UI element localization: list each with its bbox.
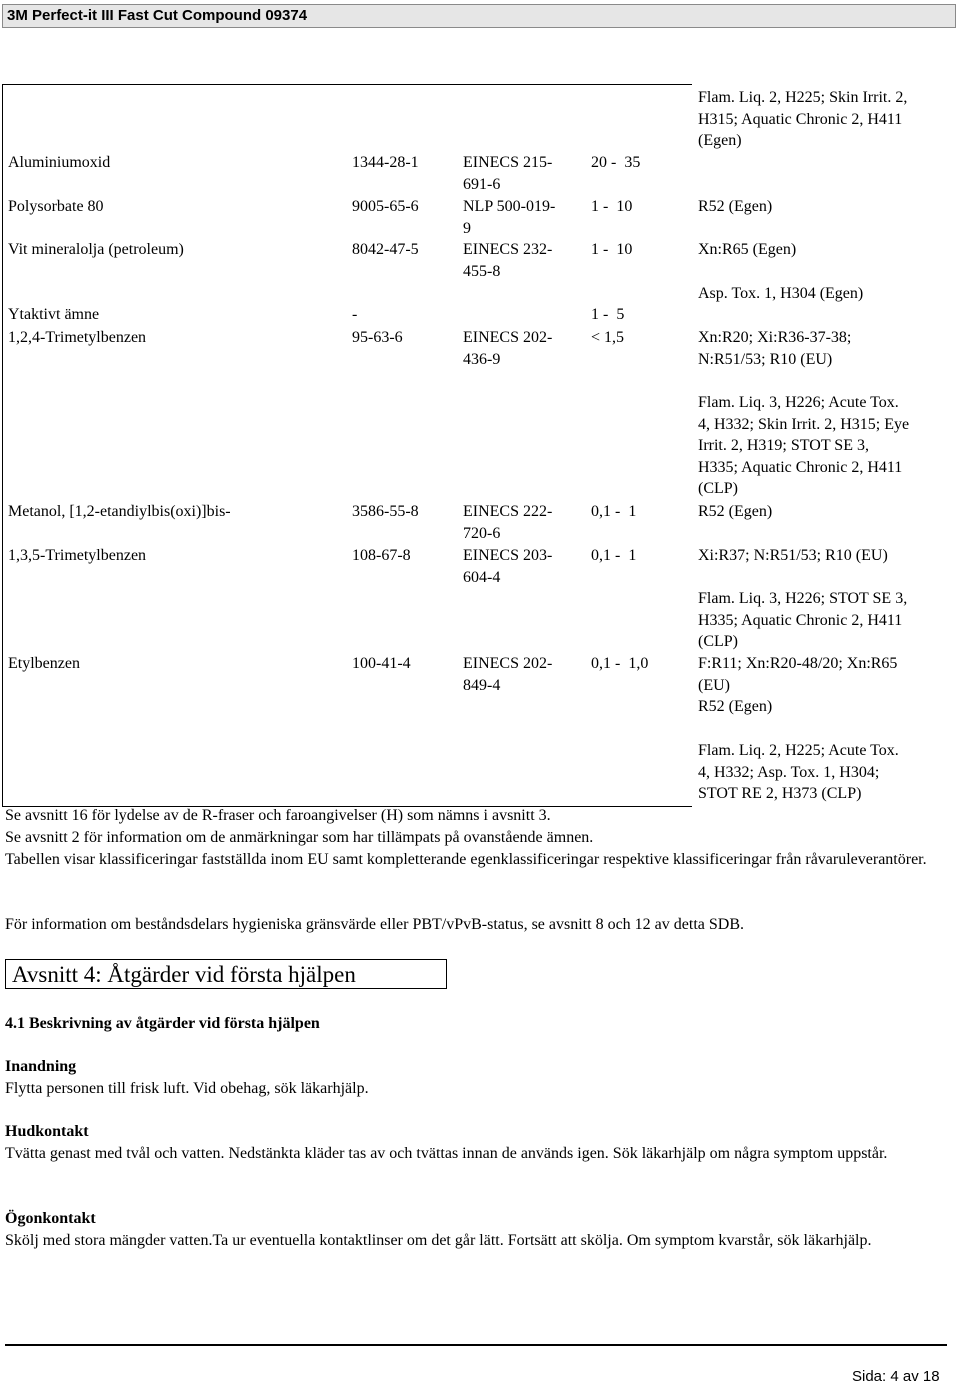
classification-top: Flam. Liq. 2, H225; Skin Irrit. 2, H315; Aquatic Chronic 2, H411 (Egen) (698, 89, 908, 149)
ingredient-name: Vit mineralolja (petroleum) (8, 241, 184, 258)
ingredient-name: Aluminiumoxid (8, 154, 111, 171)
section-title: Avsnitt 4: Åtgärder vid första hjälpen (12, 962, 356, 987)
cas-number: - (352, 306, 358, 323)
note-r-phrases: Se avsnitt 16 för lydelse av de R-fraser och faroangivelser (H) som nämns i avsnitt 3. (5, 807, 551, 824)
concentration: 1 - 10 (591, 198, 633, 215)
ec-number: NLP 500-019- (463, 198, 556, 215)
document-header (2, 4, 956, 28)
ec-number: 691-6 (463, 176, 501, 193)
section-heading-box (5, 959, 447, 989)
classification: Xi:R37; N:R51/53; R10 (EU) (698, 547, 888, 564)
ec-number: EINECS 222- (463, 503, 553, 520)
ec-number: 720-6 (463, 525, 501, 542)
ec-number: 849-4 (463, 677, 501, 694)
eye-contact-text: Skölj med stora mängder vatten.Ta ur eventuella kontaktlinser om det går lätt. Fortsätt att skölja. Om symptom kvarstår, sök läkarhjälp. (5, 1232, 872, 1249)
classification: F:R11; Xn:R20-48/20; Xn:R65 (EU) R52 (Egen) (698, 655, 898, 715)
footer-divider (5, 1344, 947, 1346)
note-classifications: Tabellen visar klassificeringar fastställda inom EU samt kompletterande egenklassificeringar respektive klassificeringar från råvaruleverantörer. (5, 851, 927, 868)
note-annotations: Se avsnitt 2 för information om de anmärkningar som har tillämpats på ovanstående ämnen. (5, 829, 594, 846)
cas-number: 3586-55-8 (352, 503, 419, 520)
ingredient-name: Polysorbate 80 (8, 198, 104, 215)
skin-contact-heading: Hudkontakt (5, 1123, 89, 1140)
classification: R52 (Egen) (698, 198, 773, 215)
ec-number: 455-8 (463, 263, 501, 280)
classification: R52 (Egen) (698, 503, 773, 520)
ec-number: EINECS 215- (463, 154, 553, 171)
concentration: < 1,5 (591, 329, 625, 346)
ec-number: EINECS 203- (463, 547, 553, 564)
classification: Xn:R65 (Egen) (698, 241, 797, 258)
ec-number: EINECS 202- (463, 329, 553, 346)
classification: Xn:R20; Xi:R36-37-38; N:R51/53; R10 (EU) (698, 329, 852, 368)
note-exposure-limits: För information om beståndsdelars hygieniska gränsvärde eller PBT/vPvB-status, se avsnitt 8 och 12 av detta SDB. (5, 916, 744, 933)
ingredients-table-border (2, 84, 692, 807)
cas-number: 100-41-4 (352, 655, 411, 672)
cas-number: 95-63-6 (352, 329, 403, 346)
document-title: 3M Perfect-it III Fast Cut Compound 09374 (7, 7, 308, 24)
ec-number: EINECS 202- (463, 655, 553, 672)
cas-number: 1344-28-1 (352, 154, 419, 171)
ingredient-name: 1,2,4-Trimetylbenzen (8, 329, 147, 346)
ec-number: 436-9 (463, 351, 501, 368)
concentration: 20 - 35 (591, 154, 641, 171)
concentration: 0,1 - 1,0 (591, 655, 649, 672)
classification: Asp. Tox. 1, H304 (Egen) (698, 285, 864, 302)
page-number: Sida: 4 av 18 (852, 1368, 940, 1385)
inhalation-text: Flytta personen till frisk luft. Vid obehag, sök läkarhjälp. (5, 1080, 369, 1097)
cas-number: 8042-47-5 (352, 241, 419, 258)
ingredient-name: Etylbenzen (8, 655, 80, 672)
ec-number: 604-4 (463, 569, 501, 586)
inhalation-heading: Inandning (5, 1058, 77, 1075)
concentration: 1 - 10 (591, 241, 633, 258)
ingredient-name: 1,3,5-Trimetylbenzen (8, 547, 147, 564)
cas-number: 108-67-8 (352, 547, 411, 564)
ec-number: 9 (463, 220, 471, 237)
concentration: 1 - 5 (591, 306, 625, 323)
ingredient-name: Ytaktivt ämne (8, 306, 100, 323)
eye-contact-heading: Ögonkontakt (5, 1210, 96, 1227)
concentration: 0,1 - 1 (591, 547, 637, 564)
classification-clp: Flam. Liq. 3, H226; STOT SE 3, H335; Aquatic Chronic 2, H411 (CLP) (698, 590, 908, 650)
subsection-title: 4.1 Beskrivning av åtgärder vid första hjälpen (5, 1015, 320, 1032)
skin-contact-text: Tvätta genast med tvål och vatten. Nedstänkta kläder tas av och tvättas innan de används igen. Sök läkarhjälp om några symptom uppstår. (5, 1145, 888, 1162)
concentration: 0,1 - 1 (591, 503, 637, 520)
cas-number: 9005-65-6 (352, 198, 419, 215)
classification-clp: Flam. Liq. 2, H225; Acute Tox. 4, H332; Asp. Tox. 1, H304; STOT RE 2, H373 (CLP) (698, 742, 899, 802)
classification-clp: Flam. Liq. 3, H226; Acute Tox. 4, H332; Skin Irrit. 2, H315; Eye Irrit. 2, H319; STOT SE 3, H335; Aquatic Chronic 2, H411 (CLP) (698, 394, 910, 497)
ec-number: EINECS 232- (463, 241, 553, 258)
ingredient-name: Metanol, [1,2-etandiylbis(oxi)]bis- (8, 503, 231, 520)
